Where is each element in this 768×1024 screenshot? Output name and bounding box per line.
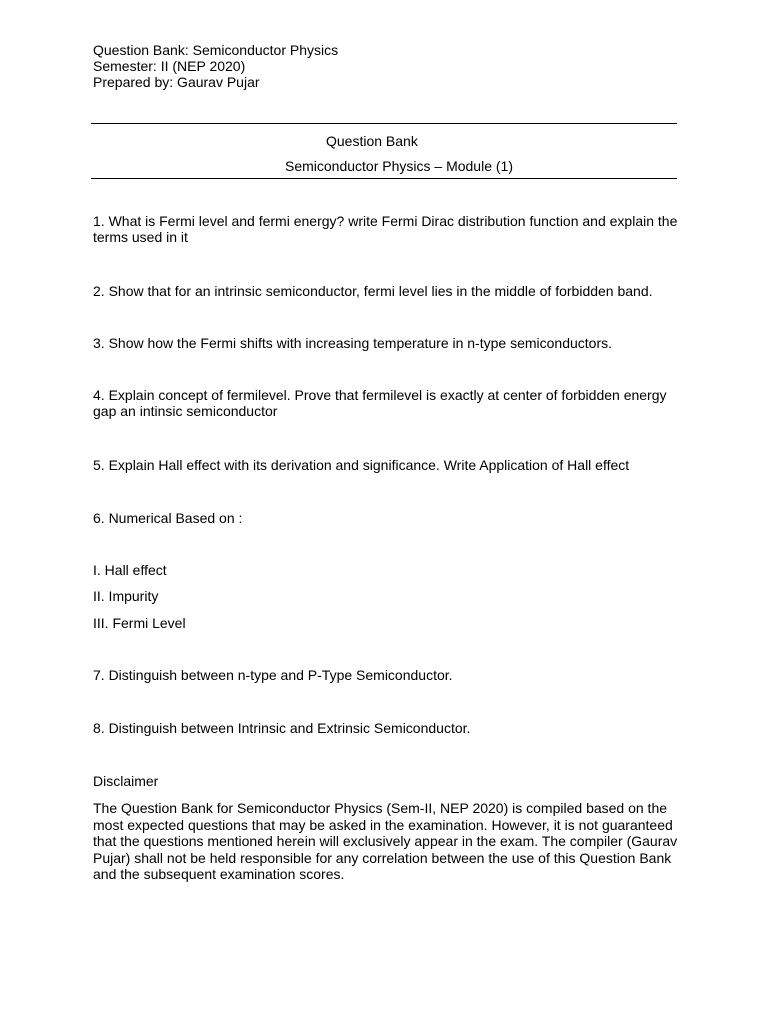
page-subtitle: Semiconductor Physics – Module (1)	[285, 158, 513, 174]
header-author: Prepared by: Gaurav Pujar	[93, 74, 260, 90]
numerical-topic-1: I. Hall effect	[93, 562, 167, 578]
question-6: 6. Numerical Based on :	[93, 510, 243, 526]
question-8: 8. Distinguish between Intrinsic and Extrinsic Semiconductor.	[93, 720, 471, 736]
question-4: 4. Explain concept of fermilevel. Prove that fermilevel is exactly at center of forbidden energy gap an intinsic semiconductor	[93, 387, 667, 419]
title-bottom-rule	[91, 178, 677, 179]
document-header	[93, 42, 693, 90]
question-7: 7. Distinguish between n-type and P-Type Semiconductor.	[93, 667, 453, 683]
page-title: Question Bank	[326, 133, 418, 149]
question-2: 2. Show that for an intrinsic semiconductor, fermi level lies in the middle of forbidden band.	[93, 283, 653, 299]
question-5: 5. Explain Hall effect with its derivation and significance. Write Application of Hall effect	[93, 457, 630, 473]
disclaimer-text: The Question Bank for Semiconductor Physics (Sem-II, NEP 2020) is compiled based on the most expected questions that may be asked in the examination. However, it is not guaranteed that the questions mentioned herein will exclusively appear in the exam. The compiler (Gaurav Pujar) shall not be held responsible for any correlation between the use of this Question Bank and the subsequent examination scores.	[93, 800, 678, 882]
header-semester: Semester: II (NEP 2020)	[93, 58, 246, 74]
question-3: 3. Show how the Fermi shifts with increasing temperature in n-type semiconductors.	[93, 335, 613, 351]
numerical-topic-3: III. Fermi Level	[93, 615, 186, 631]
header-subject: Question Bank: Semiconductor Physics	[93, 42, 339, 58]
numerical-topic-2: II. Impurity	[93, 588, 159, 604]
question-1: 1. What is Fermi level and fermi energy? write Fermi Dirac distribution function and explain the terms used in it	[93, 213, 678, 245]
disclaimer-heading: Disclaimer	[93, 773, 159, 789]
title-top-rule	[91, 123, 677, 124]
